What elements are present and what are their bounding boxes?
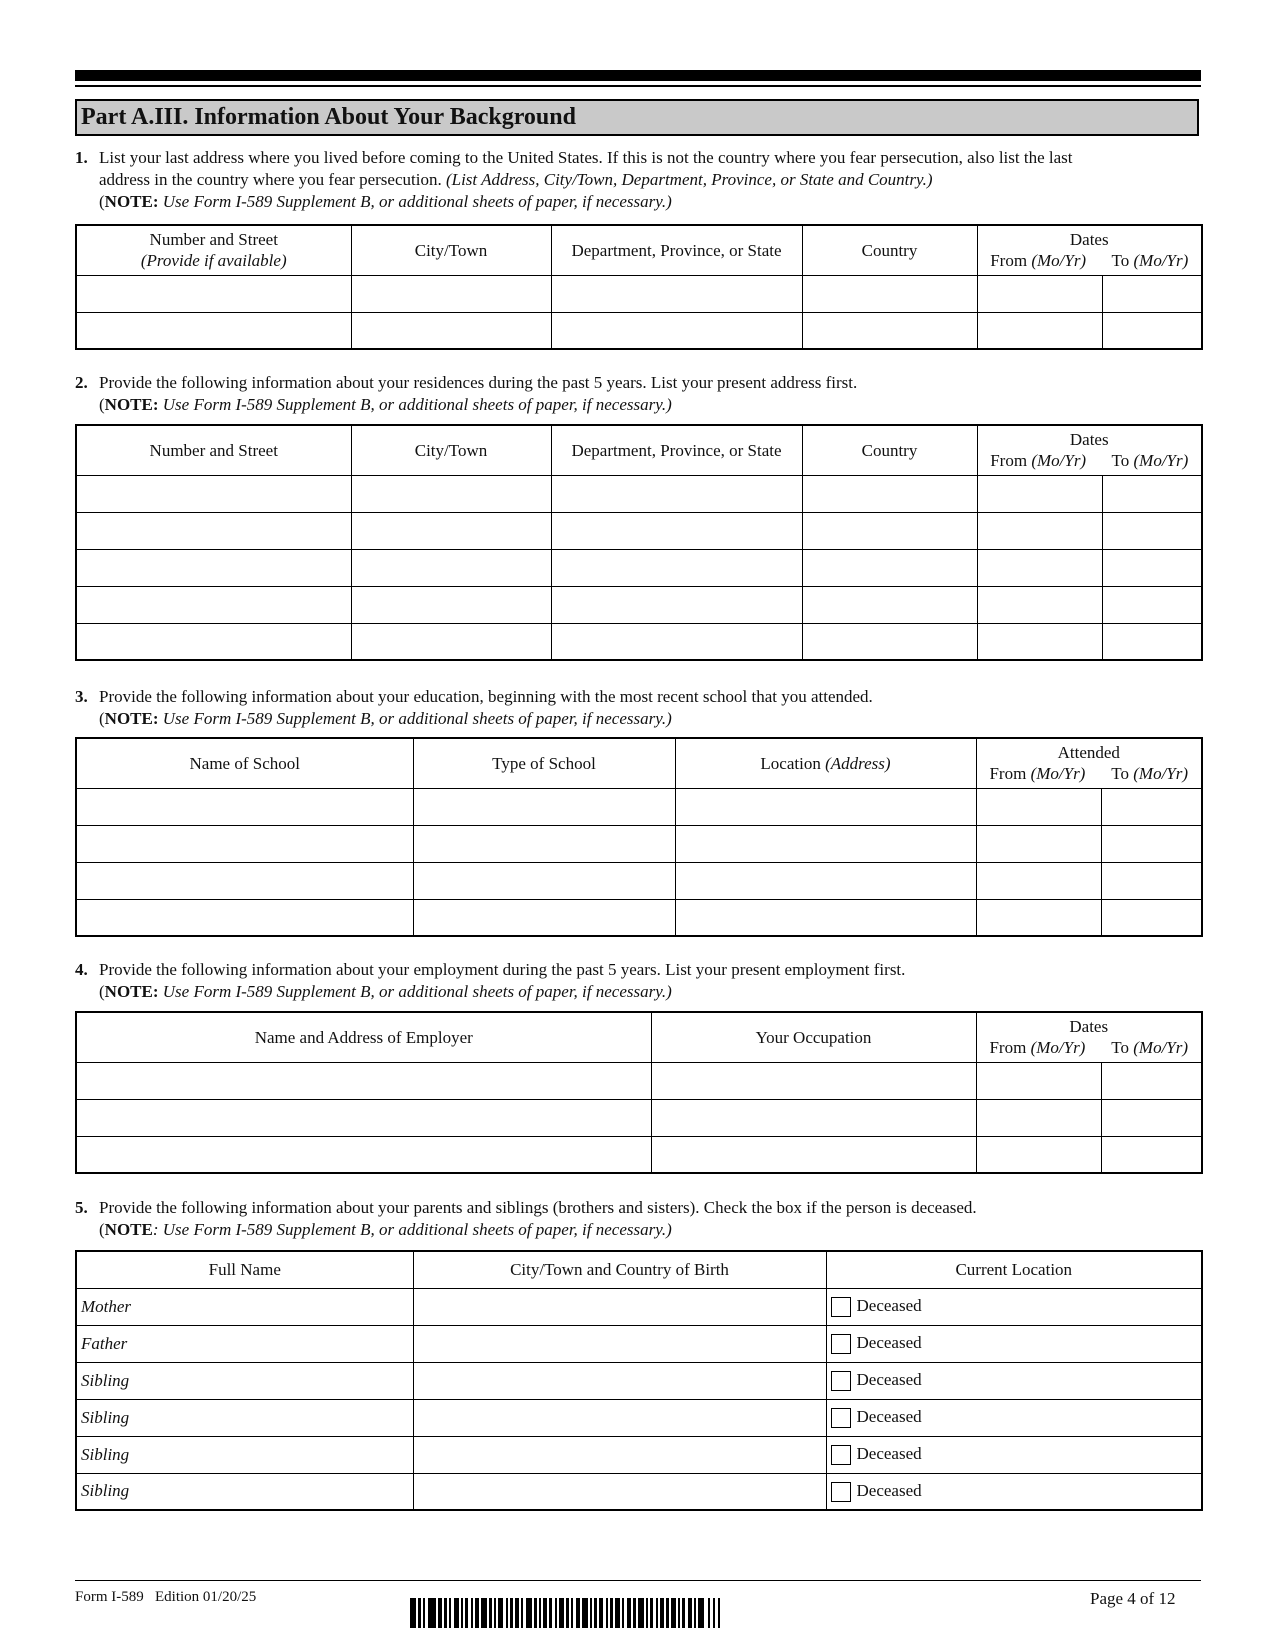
- deceased-checkbox[interactable]: [831, 1445, 851, 1465]
- col-birthplace: City/Town and Country of Birth: [413, 1251, 826, 1288]
- top-rule-thick: [75, 70, 1201, 81]
- footer-page-number: Page 4 of 12: [1090, 1589, 1176, 1608]
- family-row-sibling: Sibling Deceased: [76, 1436, 1202, 1473]
- table-row: [76, 275, 1202, 312]
- question-1: 1. List your last address where you lived before coming to the United States. If this is not the country where you fear persecution, also list the last address in the country where you fear persecution. (List Address, City/Town, Department, Province, or State and Country.) (NOTE: Use Form I-589 Supplement B, or additional sheets of paper, if necessary.): [75, 148, 1073, 211]
- table-row: [76, 512, 1202, 549]
- col-city: City/Town: [351, 225, 551, 275]
- question-4: 4. Provide the following information about your employment during the past 5 years. List your present employment first. (NOTE: Use Form I-589 Supplement B, or additional sheets of paper, if necessary.): [75, 960, 906, 1001]
- last-address-table: [75, 224, 1203, 350]
- col-province: Department, Province, or State: [551, 225, 802, 275]
- family-row-sibling: Sibling Deceased: [76, 1362, 1202, 1399]
- table-row: [76, 586, 1202, 623]
- question-number: 1.: [75, 148, 88, 167]
- col-street: Number and Street: [76, 425, 351, 475]
- col-dates: Dates From (Mo/Yr) To (Mo/Yr): [976, 1012, 1202, 1062]
- col-full-name: Full Name: [76, 1251, 413, 1288]
- part-title: Part A.III. Information About Your Background: [75, 99, 1199, 136]
- residences-table: [75, 424, 1203, 661]
- family-row-sibling: Sibling Deceased: [76, 1399, 1202, 1436]
- col-dates: Dates From (Mo/Yr) To (Mo/Yr): [977, 225, 1202, 275]
- table-row: [76, 788, 1202, 825]
- education-table: [75, 737, 1203, 937]
- table-row: [76, 862, 1202, 899]
- col-country: Country: [802, 225, 977, 275]
- table-row: [76, 899, 1202, 936]
- family-table: [75, 1250, 1203, 1511]
- col-street: Number and Street (Provide if available): [76, 225, 351, 275]
- barcode-image: [410, 1598, 958, 1628]
- deceased-checkbox[interactable]: [831, 1297, 851, 1317]
- deceased-checkbox[interactable]: [831, 1482, 851, 1502]
- col-dates: Dates From (Mo/Yr) To (Mo/Yr): [977, 425, 1202, 475]
- table-row: [76, 1099, 1202, 1136]
- table-row: [76, 623, 1202, 660]
- footer-form-id: Form I-589 Edition 01/20/25: [75, 1589, 257, 1605]
- col-province: Department, Province, or State: [551, 425, 802, 475]
- col-current-location: Current Location: [826, 1251, 1202, 1288]
- table-row: [76, 1062, 1202, 1099]
- col-country: Country: [802, 425, 977, 475]
- col-school-type: Type of School: [413, 738, 675, 788]
- col-attended: Attended From (Mo/Yr) To (Mo/Yr): [976, 738, 1202, 788]
- table-row: [76, 312, 1202, 349]
- col-city: City/Town: [351, 425, 551, 475]
- table-row: [76, 825, 1202, 862]
- col-employer: Name and Address of Employer: [76, 1012, 651, 1062]
- col-school: Name of School: [76, 738, 413, 788]
- deceased-checkbox[interactable]: [831, 1371, 851, 1391]
- question-5: 5. Provide the following information about your parents and siblings (brothers and sisters). Check the box if the person is deceased. (NOTE: Use Form I-589 Supplement B, or additional sheets of paper, if necessary.): [75, 1198, 977, 1239]
- deceased-checkbox[interactable]: [831, 1334, 851, 1354]
- question-3: 3. Provide the following information about your education, beginning with the most recent school that you attended. (NOTE: Use Form I-589 Supplement B, or additional sheets of paper, if necessary.): [75, 687, 873, 728]
- table-row: [76, 1136, 1202, 1173]
- col-occupation: Your Occupation: [651, 1012, 976, 1062]
- top-rule-thin: [75, 85, 1201, 87]
- family-row-sibling: Sibling Deceased: [76, 1473, 1202, 1510]
- question-2: 2. Provide the following information about your residences during the past 5 years. List your present address first. (NOTE: Use Form I-589 Supplement B, or additional sheets of paper, if necessary.): [75, 373, 858, 414]
- table-row: [76, 549, 1202, 586]
- employment-table: [75, 1011, 1203, 1174]
- deceased-checkbox[interactable]: [831, 1408, 851, 1428]
- col-location: Location (Address): [675, 738, 976, 788]
- family-row-father: Father Deceased: [76, 1325, 1202, 1362]
- footer-rule: [75, 1580, 1201, 1581]
- family-row-mother: Mother Deceased: [76, 1288, 1202, 1325]
- table-row: [76, 475, 1202, 512]
